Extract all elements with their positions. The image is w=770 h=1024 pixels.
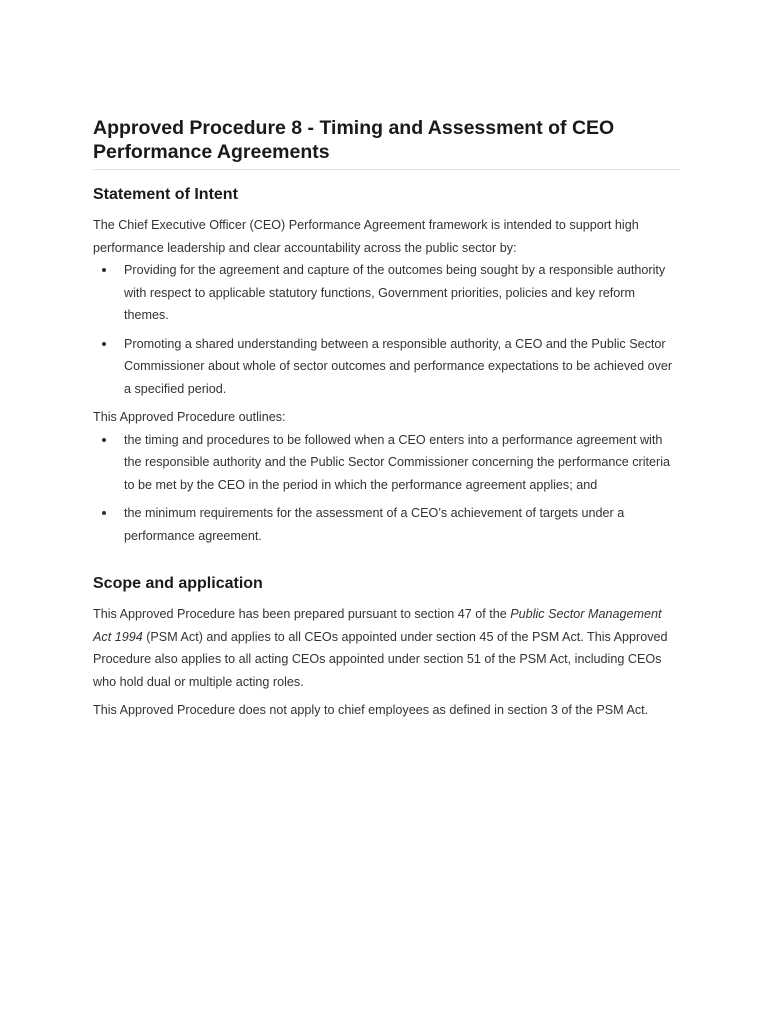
intent-bullet-list: [93, 259, 680, 400]
outlines-intro-paragraph: This Approved Procedure outlines:: [93, 410, 286, 424]
list-item-text: Providing for the agreement and capture of the outcomes being sought by a responsible authority with respect to applicable statutory functions, Government priorities, policies and key reform themes.: [124, 263, 666, 322]
list-item-text: the minimum requirements for the assessment of a CEO’s achievement of targets under a performance agreement.: [124, 506, 625, 543]
outlines-bullet-list: [93, 429, 680, 548]
list-item-text: the timing and procedures to be followed when a CEO enters into a performance agreement with the responsible authority and the Public Sector Commissioner concerning the performance criteria to be met by the CEO in the period in which the performance agreement applies; and: [124, 432, 671, 492]
heading-scope-and-application: Scope and application: [93, 575, 263, 592]
page-title: Approved Procedure 8 - Timing and Assessment of CEO Performance Agreements: [93, 116, 680, 170]
bullet-icon: [102, 438, 106, 442]
intent-intro-paragraph: The Chief Executive Officer (CEO) Performance Agreement framework is intended to support high performance leadership and clear accountability across the public sector by:: [93, 218, 639, 255]
list-item: [93, 259, 680, 327]
scope-paragraph-1: [93, 603, 680, 693]
document-content: [93, 116, 680, 722]
heading-statement-of-intent: Statement of Intent: [93, 186, 238, 203]
list-item: [93, 333, 680, 401]
act-title-italic: Public Sector Management Act 1994: [93, 607, 662, 644]
list-item-text: Promoting a shared understanding between a responsible authority, a CEO and the Public Sector Commissioner about whole of sector outcomes and performance expectations to be achieved over a specified period.: [124, 336, 673, 396]
list-item: [93, 429, 680, 497]
bullet-icon: [102, 342, 106, 346]
scope-paragraph-2: This Approved Procedure does not apply to chief employees as defined in section 3 of the PSM Act.: [93, 703, 649, 717]
scope-p1-text-end: (PSM Act) and applies to all CEOs appointed under section 45 of the PSM Act. This Approved Procedure also applies to all acting CEOs appointed under section 51 of the PSM Act, including CEOs who hold dual or multiple acting roles.: [93, 629, 668, 689]
list-item: [93, 502, 680, 547]
bullet-icon: [102, 511, 106, 515]
scope-p1-text-start: This Approved Procedure has been prepared pursuant to section 47 of the: [93, 607, 511, 621]
bullet-icon: [102, 268, 106, 272]
